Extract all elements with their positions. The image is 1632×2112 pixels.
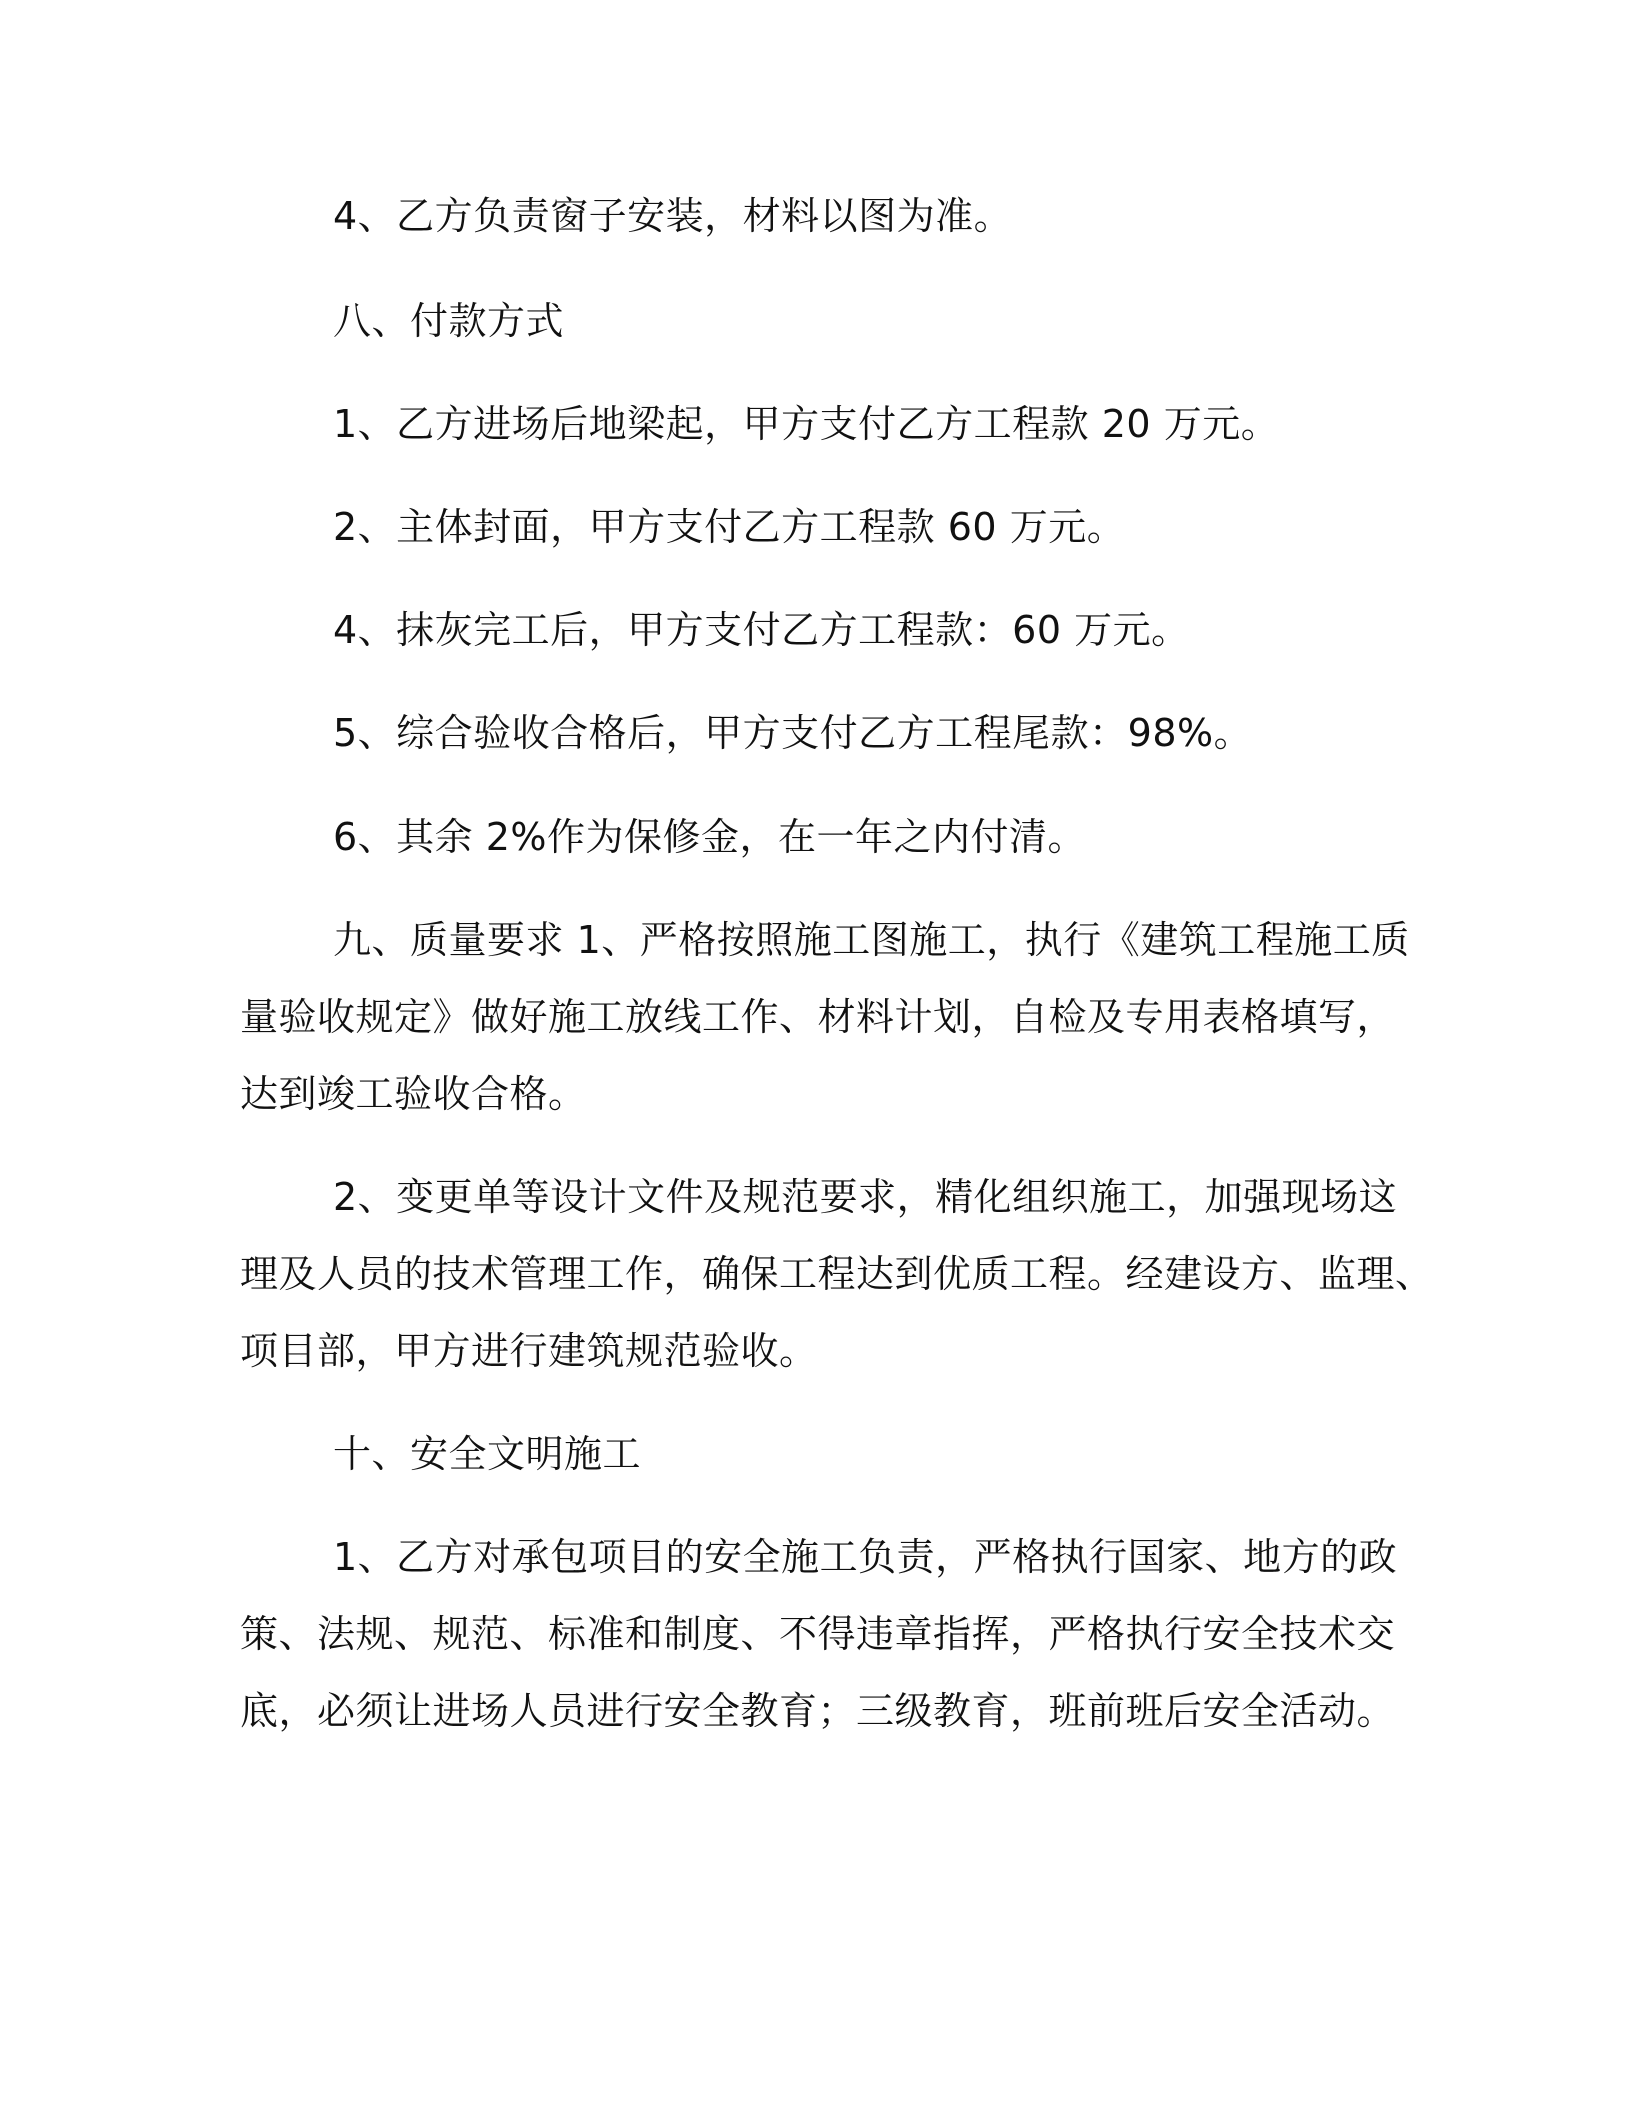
quality-clause-2-line-3: 项目部，甲方进行建筑规范验收。 bbox=[240, 1329, 818, 1373]
section-heading-safety: 十、安全文明施工 bbox=[333, 1432, 642, 1476]
section-heading-payment: 八、付款方式 bbox=[333, 299, 565, 343]
payment-clause-2: 2、主体封面，甲方支付乙方工程款 60 万元。 bbox=[333, 505, 1126, 549]
clause-window-installation: 4、乙方负责窗子安装，材料以图为准。 bbox=[333, 194, 1013, 238]
payment-clause-5: 5、综合验收合格后，甲方支付乙方工程尾款：98%。 bbox=[333, 711, 1253, 755]
payment-clause-4: 4、抹灰完工后，甲方支付乙方工程款：60 万元。 bbox=[333, 608, 1190, 652]
payment-clause-6: 6、其余 2%作为保修金，在一年之内付清。 bbox=[333, 815, 1087, 859]
quality-requirements-line-1: 九、质量要求 1、严格按照施工图施工，执行《建筑工程施工质 bbox=[333, 918, 1410, 962]
safety-clause-1-line-1: 1、乙方对承包项目的安全施工负责，严格执行国家、地方的政 bbox=[333, 1535, 1398, 1579]
quality-clause-2-line-2: 理及人员的技术管理工作，确保工程达到优质工程。经建设方、监理、 bbox=[240, 1252, 1434, 1296]
quality-clause-2-line-1: 2、变更单等设计文件及规范要求，精化组织施工，加强现场这 bbox=[333, 1175, 1398, 1219]
quality-requirements-line-2: 量验收规定》做好施工放线工作、材料计划，自检及专用表格填写， bbox=[240, 995, 1396, 1039]
payment-clause-1: 1、乙方进场后地梁起，甲方支付乙方工程款 20 万元。 bbox=[333, 402, 1280, 446]
safety-clause-1-line-2: 策、法规、规范、标准和制度、不得违章指挥，严格执行安全技术交 bbox=[240, 1612, 1396, 1656]
quality-requirements-line-3: 达到竣工验收合格。 bbox=[240, 1072, 587, 1116]
safety-clause-1-line-3: 底，必须让进场人员进行安全教育；三级教育，班前班后安全活动。 bbox=[240, 1689, 1396, 1733]
